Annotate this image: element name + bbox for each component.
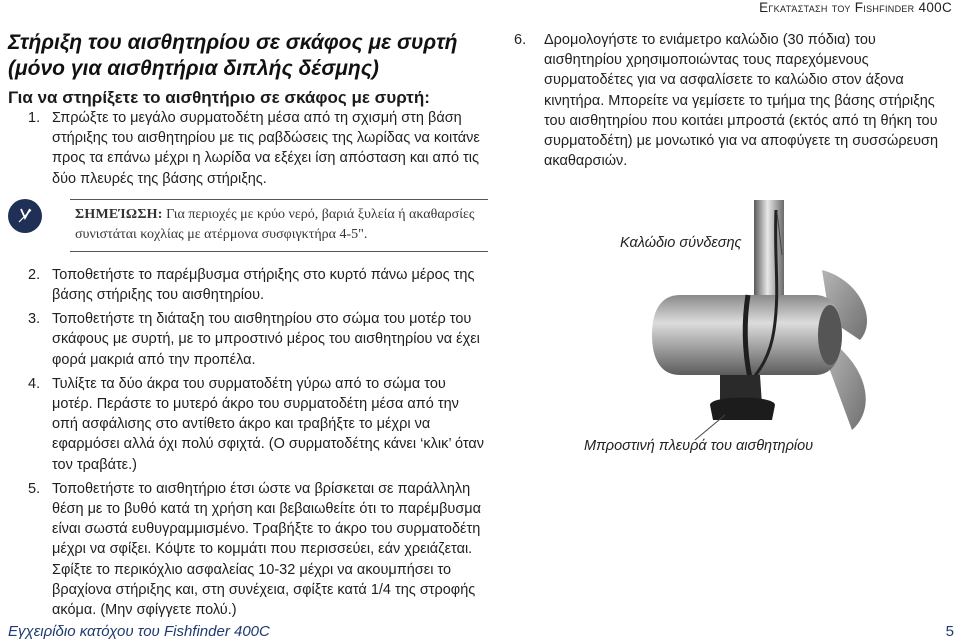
section-title <box>8 30 488 82</box>
transducer-head <box>710 398 775 421</box>
note-check-icon <box>8 199 42 233</box>
step-3 <box>8 309 488 370</box>
steps-list <box>8 108 488 620</box>
section-title-line1: Στήριξη του αισθητηρίου σε σκάφος με συρτή <box>8 31 458 54</box>
note-text <box>75 205 475 245</box>
step-number: 5. <box>28 480 41 497</box>
step-number: 3. <box>28 311 41 328</box>
procedure-heading: Για να στηρίξετε το αισθητήριο σε σκάφος με συρτή: <box>8 88 430 107</box>
note-top-rule <box>70 199 488 200</box>
leader-line-front <box>695 415 725 440</box>
step-number: 4. <box>28 375 41 392</box>
step-text: Σπρώξτε το μεγάλο συρματοδέτη μέσα από τη σχισμή στη βάση στήριξης του αισθητηρίου με τις ραβδώσεις της λωρίδας να κοιτάνε προς τα επάνω μέχρι η λωρίδα να εξέχει ίση απόσταση και από τις δύο πλευρές της βάσης στήριξης. <box>52 110 480 187</box>
left-column <box>8 30 488 620</box>
step-1 <box>8 108 488 189</box>
front-side-label: Μπροστινή πλευρά του αισθητηρίου <box>584 438 814 454</box>
running-header: Εγκατάσταση του Fishfinder 400C <box>759 0 952 15</box>
motor-hub <box>818 305 842 365</box>
step-2 <box>8 265 488 305</box>
step-5 <box>8 479 488 620</box>
step-4 <box>8 374 488 475</box>
step-number: 6. <box>514 32 527 48</box>
footer-manual-title: Εγχειρίδιο κατόχου του Fishfinder 400C <box>8 623 270 640</box>
step-text: Δρομολογήστε το ενιάμετρο καλώδιο (30 πόδια) του αισθητηρίου χρησιμοποιώντας τους παρεχόμενους συρματοδέτες για να ασφαλίσετε το καλώδιο στον άξονα κινητήρα. Μπορείτε να γεμίσετε το τμήμα της βάσης στήριξης του αισθητηρίου που κοιτάει μπροστά (εκτός από τη θήκη του συρματοδέτη) με μονωτικό για να αποφύγετε τη συσσώρευση ακαθαρσιών. <box>544 32 939 170</box>
step-number: 1. <box>28 110 41 126</box>
step-text: Τυλίξτε τα δύο άκρα του συρματοδέτη γύρω από το σώμα του μοτέρ. Περάστε το μυτερό άκρο του συρματοδέτη μέσα από την οπή ασφάλισης στο αντίθετο άκρο και τραβήξτε το μέχρι να εφαρμόσει αλλά όχι πολύ σφιχτά. (Ο συρματοδέτης κάνει ‘κλικ’ όταν τον τραβάτε.) <box>52 375 485 473</box>
step-text: Τοποθετήστε το αισθητήριο έτσι ώστε να βρίσκεται σε παράλληλη θέση με το βυθό κατά τη χρήση και βεβαιωθείτε ότι το παρέμβυσμα είναι σωστά ευθυγραμμισμένο. Τραβήξτε το άκρο του συρματοδέτη μέχρι να σφίξει. Κόψτε το κομμάτι που περισσεύει, εάν χρειάζεται. Σφίξτε το περικόχλιο ασφαλείας 10-32 μέχρι να ακουμπήσει το βραχίονα στήριξης και, στη συνέχεια, σφίξτε κατά 1/4 της στροφής ακόμα. (Μην σφίγγετε πολύ.) <box>52 480 482 619</box>
section-title-line2: (μόνο για αισθητήρια διπλής δέσμης) <box>8 57 379 80</box>
step-text: Τοποθετήστε το παρέμβυσμα στήριξης στο κυρτό πάνω μέρος της βάσης στήριξης του αισθητηρίου. <box>52 266 475 304</box>
step-text: Τοποθετήστε τη διάταξη του αισθητηρίου στο σώμα του μοτέρ του σκάφους με συρτή, με το μπροστινό μέρος του αισθητηρίου να έχει φορά μακριά από την προπέλα. <box>52 311 480 368</box>
note-body: Για περιοχές με κρύο νερό, βαριά ξυλεία ή ακαθαρσίες συνιστάται κοχλίας με ατέρμονα συσφιγκτήρα 4-5". <box>75 206 475 242</box>
footer-page-number: 5 <box>945 623 954 640</box>
step-number: 2. <box>28 266 41 283</box>
right-column <box>514 30 954 171</box>
note-box <box>8 199 488 257</box>
cable-label: Καλώδιο σύνδεσης <box>620 235 742 251</box>
step-6 <box>514 30 954 171</box>
trolling-motor-illustration <box>560 200 960 642</box>
motor-shaft <box>754 200 784 300</box>
note-label: ΣΗΜΕΊΩΣΗ: <box>75 206 163 222</box>
note-bottom-rule <box>70 251 488 252</box>
